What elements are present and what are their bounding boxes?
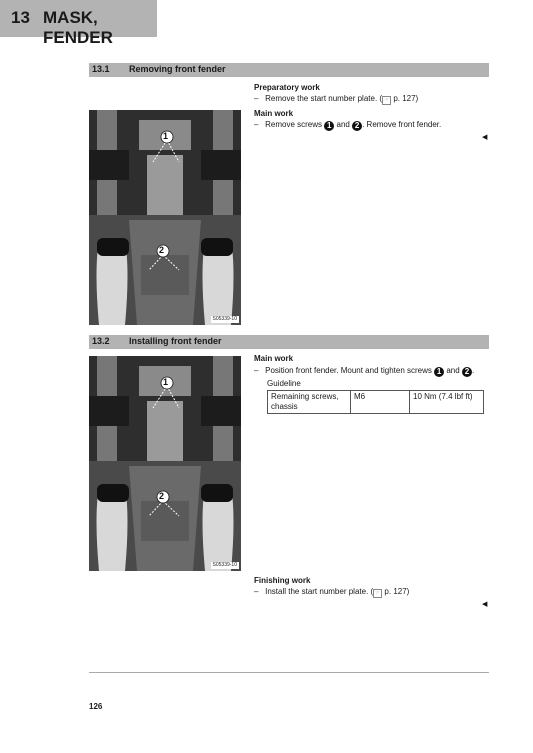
spec-torque: 10 Nm (7.4 lbf ft)	[410, 391, 484, 414]
section-number: 13.2	[92, 336, 110, 346]
preparatory-heading: Preparatory work	[254, 83, 320, 92]
chapter-title: MASK, FENDER	[43, 8, 113, 47]
main-work-step: – Position front fender. Mount and tighten screws 1 and 2 .	[254, 366, 475, 376]
torque-spec-table	[267, 390, 484, 414]
callout-1: 1	[163, 377, 169, 387]
page-number: 126	[89, 702, 103, 711]
figure-label: S05339-10	[212, 562, 237, 568]
section-title: Installing front fender	[129, 336, 222, 346]
chapter-number: 13	[11, 8, 30, 27]
section-end-marker: ◀	[482, 134, 488, 141]
callout-2: 2	[159, 245, 165, 255]
spec-thread: M6	[351, 391, 410, 414]
section-end-marker: ◀	[482, 601, 488, 608]
page-reference-link[interactable]: p. 127)	[393, 94, 419, 103]
page-reference-link[interactable]: p. 127)	[384, 587, 410, 596]
figure-label: S05339-10	[212, 316, 237, 322]
page-reference-icon: ☞	[373, 589, 382, 598]
section-header-installing	[89, 335, 489, 349]
main-work-step: – Remove screws 1 and 2 . Remove front fender.	[254, 120, 442, 130]
spec-part: Remaining screws, chassis	[268, 391, 351, 414]
figure-installing-fender	[89, 356, 241, 571]
callout-2: 2	[159, 491, 165, 501]
callout-1-marker: 1	[324, 121, 334, 131]
section-title: Removing front fender	[129, 64, 226, 74]
callout-1: 1	[163, 131, 169, 141]
table-row	[268, 391, 484, 414]
finishing-step: – Install the start number plate. ( ☞ p. 127)	[254, 587, 410, 596]
footer-divider	[89, 672, 489, 673]
callout-2-marker: 2	[352, 121, 362, 131]
main-work-heading: Main work	[254, 109, 294, 118]
page-reference-icon: ☞	[382, 96, 391, 105]
section-number: 13.1	[92, 64, 110, 74]
callout-1-marker: 1	[434, 367, 444, 377]
main-work-heading: Main work	[254, 354, 294, 363]
chapter-header	[0, 0, 157, 47]
section-header-removing	[89, 63, 489, 77]
callout-2-marker: 2	[462, 367, 472, 377]
preparatory-step: – Remove the start number plate. ( ☞ p. 127)	[254, 94, 419, 103]
finishing-heading: Finishing work	[254, 576, 311, 585]
guideline-label: Guideline	[267, 379, 301, 388]
figure-removing-fender	[89, 110, 241, 325]
